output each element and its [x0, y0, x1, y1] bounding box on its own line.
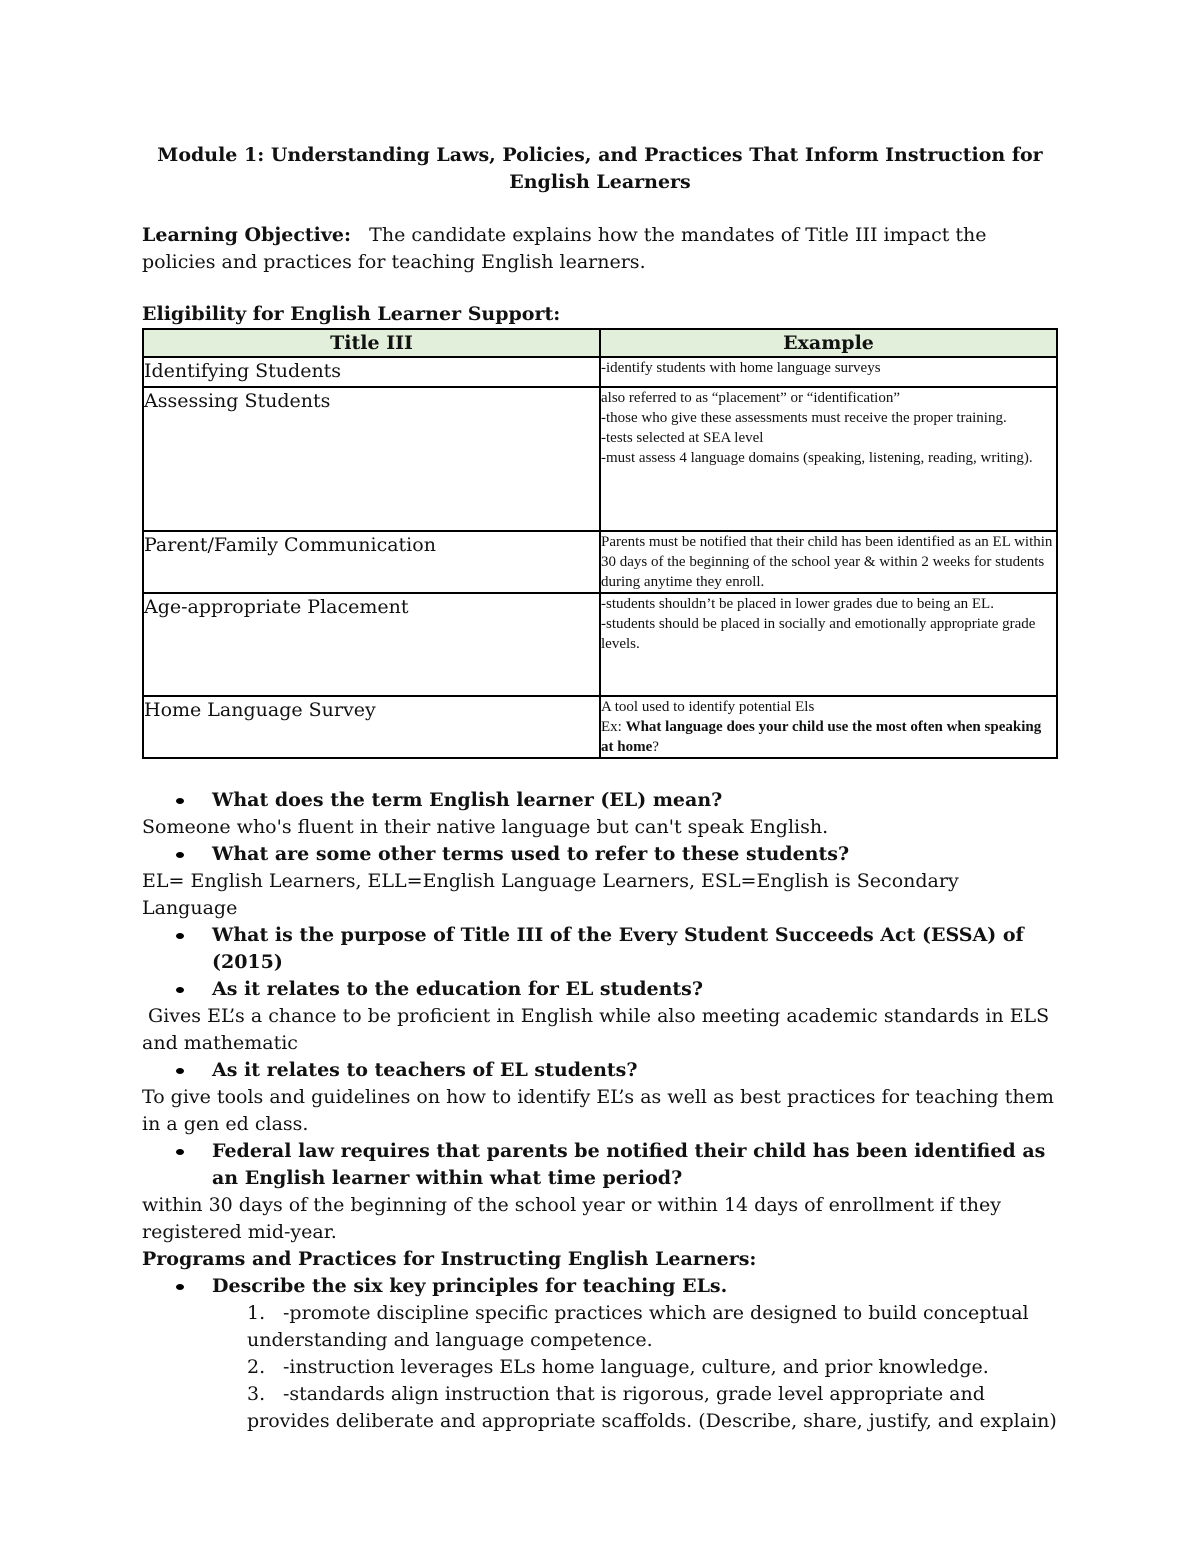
row-example [600, 531, 1057, 593]
table-row [143, 387, 1057, 531]
row-label: Home Language Survey [143, 696, 600, 758]
question [142, 922, 1058, 976]
example-line: Parents must be notified that their child has been identified as an EL within 30 days of the beginning of the school year & within 2 weeks for students during anytime they enroll. [601, 534, 1053, 590]
row-label: Identifying Students [143, 357, 600, 387]
bullet-icon [176, 1149, 184, 1155]
list-text: -standards align instruction that is rigorous, grade level appropriate and provides deliberate and appropriate scaffolds. (Describe, share, justify, and explain) [247, 1383, 1057, 1432]
example-line: -students should be placed in socially and emotionally appropriate grade levels. [601, 616, 1036, 652]
row-example [600, 387, 1057, 531]
row-example [600, 357, 1057, 387]
question-text: What does the term English learner (EL) mean? [212, 789, 723, 811]
answer: Someone who's fluent in their native language but can't speak English. [142, 816, 829, 838]
question-text: What is the purpose of Title III of the Every Student Succeeds Act (ESSA) of (2015) [212, 924, 1024, 973]
list-number: 3. [247, 1383, 266, 1405]
header-title-iii: Title III [143, 329, 600, 357]
example-line: -must assess 4 language domains (speaking, listening, reading, writing). [601, 450, 1033, 466]
table-header-row [143, 329, 1057, 357]
bullet-icon [176, 1284, 184, 1290]
answer: within 30 days of the beginning of the school year or within 14 days of enrollment if they registered mid-year. [142, 1194, 1002, 1243]
bullet-icon [176, 852, 184, 858]
table-row [143, 357, 1057, 387]
example-suffix: ? [652, 739, 659, 755]
list-item [247, 1381, 1058, 1435]
bullet-icon [176, 987, 184, 993]
example-line: A tool used to identify potential Els [601, 699, 815, 715]
learning-objective [142, 222, 1058, 276]
question-text: As it relates to teachers of EL students? [212, 1059, 638, 1081]
list-item [247, 1354, 1058, 1381]
question [142, 976, 1058, 1003]
programs-heading: Programs and Practices for Instructing English Learners: [142, 1248, 757, 1270]
list-text: -promote discipline specific practices which are designed to build conceptual understanding and language competence. [247, 1302, 1029, 1351]
example-line: -tests selected at SEA level [601, 430, 764, 446]
row-label: Assessing Students [143, 387, 600, 531]
question-text: Describe the six key principles for teaching ELs. [212, 1275, 728, 1297]
principles-list [142, 1300, 1058, 1435]
list-number: 2. [247, 1356, 266, 1378]
answer: EL= English Learners, ELL=English Language Learners, ESL=English is Secondary Language [142, 870, 959, 919]
list-number: 1. [247, 1302, 266, 1324]
table-row [143, 696, 1057, 758]
title-line-1: Module 1: Understanding Laws, Policies, and Practices That Inform Instruction for [157, 144, 1043, 166]
example-line: -identify students with home language surveys [601, 360, 881, 376]
question [142, 1273, 1058, 1300]
example-prefix: Ex: [601, 719, 626, 735]
bullet-icon [176, 933, 184, 939]
question-text: What are some other terms used to refer to these students? [212, 843, 850, 865]
question [142, 841, 1058, 868]
eligibility-heading: Eligibility for English Learner Support: [142, 303, 561, 325]
objective-text: The candidate explains how the mandates of Title III impact the policies and practices for teaching English learners. [142, 224, 987, 273]
table-row [143, 593, 1057, 696]
question-text: Federal law requires that parents be notified their child has been identified as an English learner within what time period? [212, 1140, 1046, 1189]
document-title [142, 142, 1058, 196]
qa-section [142, 787, 1058, 1435]
question [142, 1138, 1058, 1192]
question [142, 787, 1058, 814]
title-line-2: English Learners [509, 171, 691, 193]
eligibility-table [142, 328, 1058, 759]
table-row [143, 531, 1057, 593]
example-line [601, 717, 1056, 757]
document-page [142, 142, 1058, 1435]
question [142, 1057, 1058, 1084]
bullet-icon [176, 798, 184, 804]
bullet-icon [176, 1068, 184, 1074]
answer: To give tools and guidelines on how to identify EL’s as well as best practices for teaching them in a gen ed class. [142, 1086, 1054, 1135]
row-example [600, 696, 1057, 758]
example-question: What language does your child use the most often when speaking at home [601, 719, 1042, 755]
example-line: -students shouldn’t be placed in lower grades due to being an EL. [601, 596, 994, 612]
list-item [247, 1300, 1058, 1354]
example-line: also referred to as “placement” or “identification” [601, 390, 901, 406]
answer: Gives EL’s a chance to be proficient in English while also meeting academic standards in ELS and mathematic [142, 1005, 1056, 1054]
row-label: Age-appropriate Placement [143, 593, 600, 696]
example-line: -those who give these assessments must receive the proper training. [601, 410, 1007, 426]
objective-label: Learning Objective: [142, 224, 352, 246]
question-text: As it relates to the education for EL students? [212, 978, 703, 1000]
header-example: Example [600, 329, 1057, 357]
row-example [600, 593, 1057, 696]
list-text: -instruction leverages ELs home language, culture, and prior knowledge. [283, 1356, 989, 1378]
row-label: Parent/Family Communication [143, 531, 600, 593]
